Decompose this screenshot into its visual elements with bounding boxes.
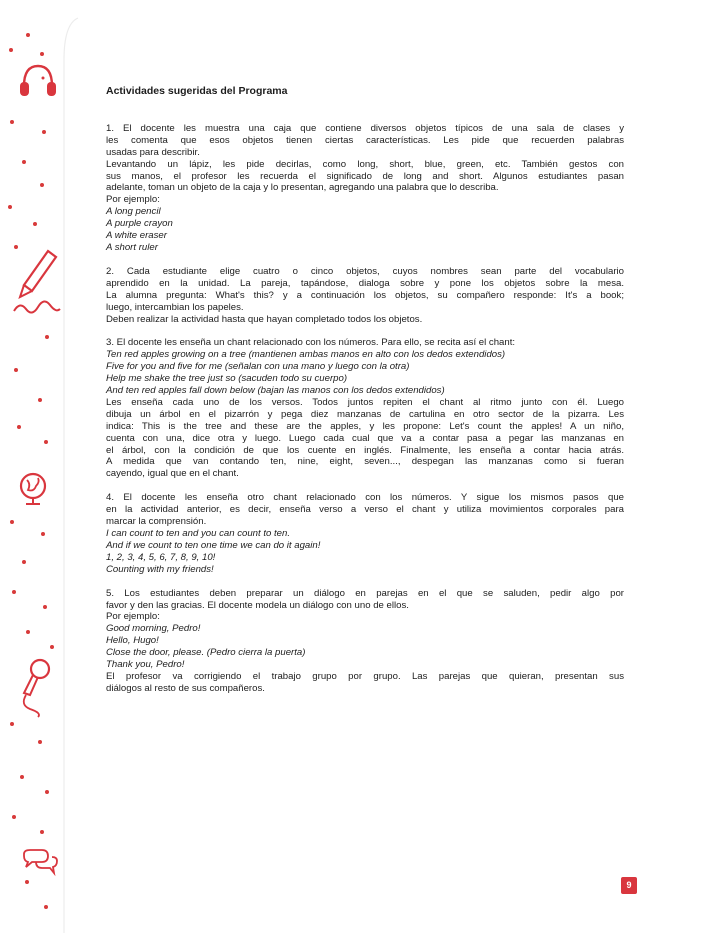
text-line: A white eraser bbox=[106, 230, 167, 242]
text-line: el árbol, con la condición de que los cuente en inglés. Finalmente, les enseña a contar hacia atrás. bbox=[106, 444, 624, 456]
decor-dot bbox=[43, 605, 47, 609]
text-line: diálogos al resto de sus compañeros. bbox=[106, 682, 265, 694]
decor-dot bbox=[40, 183, 44, 187]
text-line: cayendo, igual que en el chant. bbox=[106, 468, 239, 480]
text-line: Levantando un lápiz, les pide decirlas, como long, short, blue, green, etc. También gestos con bbox=[106, 158, 624, 170]
text-line: A long pencil bbox=[106, 206, 161, 218]
decor-dot bbox=[45, 335, 49, 339]
activity-paragraph bbox=[106, 492, 624, 575]
text-line: A medida que van contando ten, nine, eight, seven..., despegan las manzanas como si fueran bbox=[106, 456, 624, 468]
text-line: luego, intercambian los papeles. bbox=[106, 301, 244, 313]
text-line: Good morning, Pedro! bbox=[106, 623, 201, 635]
text-line: 2. Cada estudiante elige cuatro o cinco objetos, cuyos nombres sean parte del vocabulario bbox=[106, 265, 624, 277]
text-line: en la actividad anterior, es decir, enseña verso a verso el chant y utiliza movimientos corporales para bbox=[106, 504, 624, 516]
text-line: les comenta que esos objetos tienen ciertas características. Les pide que recuerden palabras bbox=[106, 134, 624, 146]
text-line: 1. El docente les muestra una caja que contiene diversos objetos típicos de una sala de clases y bbox=[106, 122, 624, 134]
text-line: 4. El docente les enseña otro chant relacionado con los números. Y sigue los mismos pasos que bbox=[106, 492, 624, 504]
text-line: Hello, Hugo! bbox=[106, 635, 159, 647]
decor-dot bbox=[22, 560, 26, 564]
decor-dot bbox=[40, 52, 44, 56]
speech-bubbles-icon bbox=[20, 848, 60, 878]
decor-dot bbox=[14, 368, 18, 372]
text-line: aprendido en la unidad. La pareja, tapándose, dialoga sobre y pone los objetos sobre la mesa. bbox=[106, 277, 624, 289]
decor-dot bbox=[45, 790, 49, 794]
decor-dot bbox=[44, 440, 48, 444]
text-line: Ten red apples growing on a tree (mantienen ambas manos en alto con los dedos extendidos) bbox=[106, 349, 506, 361]
decor-dot bbox=[9, 48, 13, 52]
decor-dot bbox=[20, 775, 24, 779]
text-line: usadas para describir. bbox=[106, 146, 200, 158]
page-number: 9 bbox=[621, 877, 637, 894]
text-line: 5. Los estudiantes deben preparar un diálogo en parejas en el que se saluden, pedir algo por bbox=[106, 587, 624, 599]
decorative-sidebar bbox=[0, 0, 72, 933]
text-line: dibuja un árbol en el pizarrón y pega diez manzanas de cartulina en otro sector de la pizarra. Les bbox=[106, 408, 624, 420]
decor-dot bbox=[50, 645, 54, 649]
text-line: A purple crayon bbox=[106, 218, 173, 230]
decor-dot bbox=[26, 33, 30, 37]
text-line: I can count to ten and you can count to ten. bbox=[106, 528, 291, 539]
text-line: Deben realizar la actividad hasta que hayan completado todos los objetos. bbox=[106, 313, 423, 325]
activity-paragraph bbox=[106, 123, 624, 254]
text-line: indica: This is the tree and these are the apples, y les propone: Let's count the apples! A un niño, bbox=[106, 420, 624, 432]
decor-dot bbox=[8, 205, 12, 209]
text-line: 1, 2, 3, 4, 5, 6, 7, 8, 9, 10! bbox=[106, 551, 216, 563]
text-line: Por ejemplo: bbox=[106, 611, 160, 623]
document-body bbox=[106, 86, 624, 707]
text-line: El profesor va corrigiendo el trabajo grupo por grupo. Las parejas que quieran, presentan sus bbox=[106, 670, 624, 682]
text-line: Close the door, please. (Pedro cierra la puerta) bbox=[106, 647, 306, 659]
decor-dot bbox=[44, 905, 48, 909]
decor-dot bbox=[26, 630, 30, 634]
text-line: favor y den las gracias. El docente modela un diálogo con uno de ellos. bbox=[106, 599, 409, 611]
text-line: And if we count to ten one time we can do it again! bbox=[106, 539, 321, 551]
page-title: Actividades sugeridas del Programa bbox=[106, 85, 288, 97]
decor-dot bbox=[38, 740, 42, 744]
text-line: Thank you, Pedro! bbox=[106, 659, 185, 671]
decor-dot bbox=[22, 160, 26, 164]
text-line: marcar la comprensión. bbox=[106, 516, 207, 528]
decor-dot bbox=[40, 830, 44, 834]
text-line: Counting with my friends! bbox=[106, 563, 214, 575]
decor-dot bbox=[10, 520, 14, 524]
text-line: A short ruler bbox=[106, 241, 158, 253]
decor-dot bbox=[41, 532, 45, 536]
text-line: And ten red apples fall down below (bajan las manos con los dedos extendidos) bbox=[106, 385, 445, 397]
decor-dot bbox=[25, 880, 29, 884]
text-line: Por ejemplo: bbox=[106, 194, 160, 206]
pencil-icon bbox=[10, 245, 64, 320]
decor-dot bbox=[10, 120, 14, 124]
activity-paragraph bbox=[106, 337, 624, 480]
globe-icon bbox=[14, 468, 52, 508]
microphone-icon bbox=[16, 655, 58, 719]
text-line: Help me shake the tree just so (sacuden todo su cuerpo) bbox=[106, 373, 348, 385]
decor-dot bbox=[33, 222, 37, 226]
decor-dot bbox=[38, 398, 42, 402]
paragraph-list bbox=[106, 123, 624, 695]
text-line: cuenta con una, dice otra y luego. Luego cada cual que va a contar pasa a pegar las manzanas en bbox=[106, 432, 624, 444]
text-line: La alumna pregunta: What's this? y a continuación los objetos, su compañero responde: It's a book; bbox=[106, 289, 624, 301]
decor-dot bbox=[10, 722, 14, 726]
activity-paragraph bbox=[106, 266, 624, 326]
text-line: Five for you and five for me (señalan con una mano y luego con la otra) bbox=[106, 361, 410, 373]
headphones-icon bbox=[16, 60, 60, 102]
decor-dot bbox=[12, 815, 16, 819]
text-line: 3. El docente les enseña un chant relacionado con los números. Para ello, se recita así el chant: bbox=[106, 337, 516, 349]
activity-paragraph bbox=[106, 588, 624, 695]
text-line: sus manos, el profesor les recuerda el significado de long and short. Algunos estudiantes pasan bbox=[106, 170, 624, 182]
decor-dot bbox=[17, 425, 21, 429]
decor-dot bbox=[12, 590, 16, 594]
text-line: Les enseña cada uno de los versos. Todos juntos repiten el chant al ritmo junto con él. Luego bbox=[106, 396, 624, 408]
decor-dot bbox=[42, 130, 46, 134]
text-line: adelante, toman un objeto de la caja y lo presentan, agregando una palabra que lo describa. bbox=[106, 182, 499, 194]
